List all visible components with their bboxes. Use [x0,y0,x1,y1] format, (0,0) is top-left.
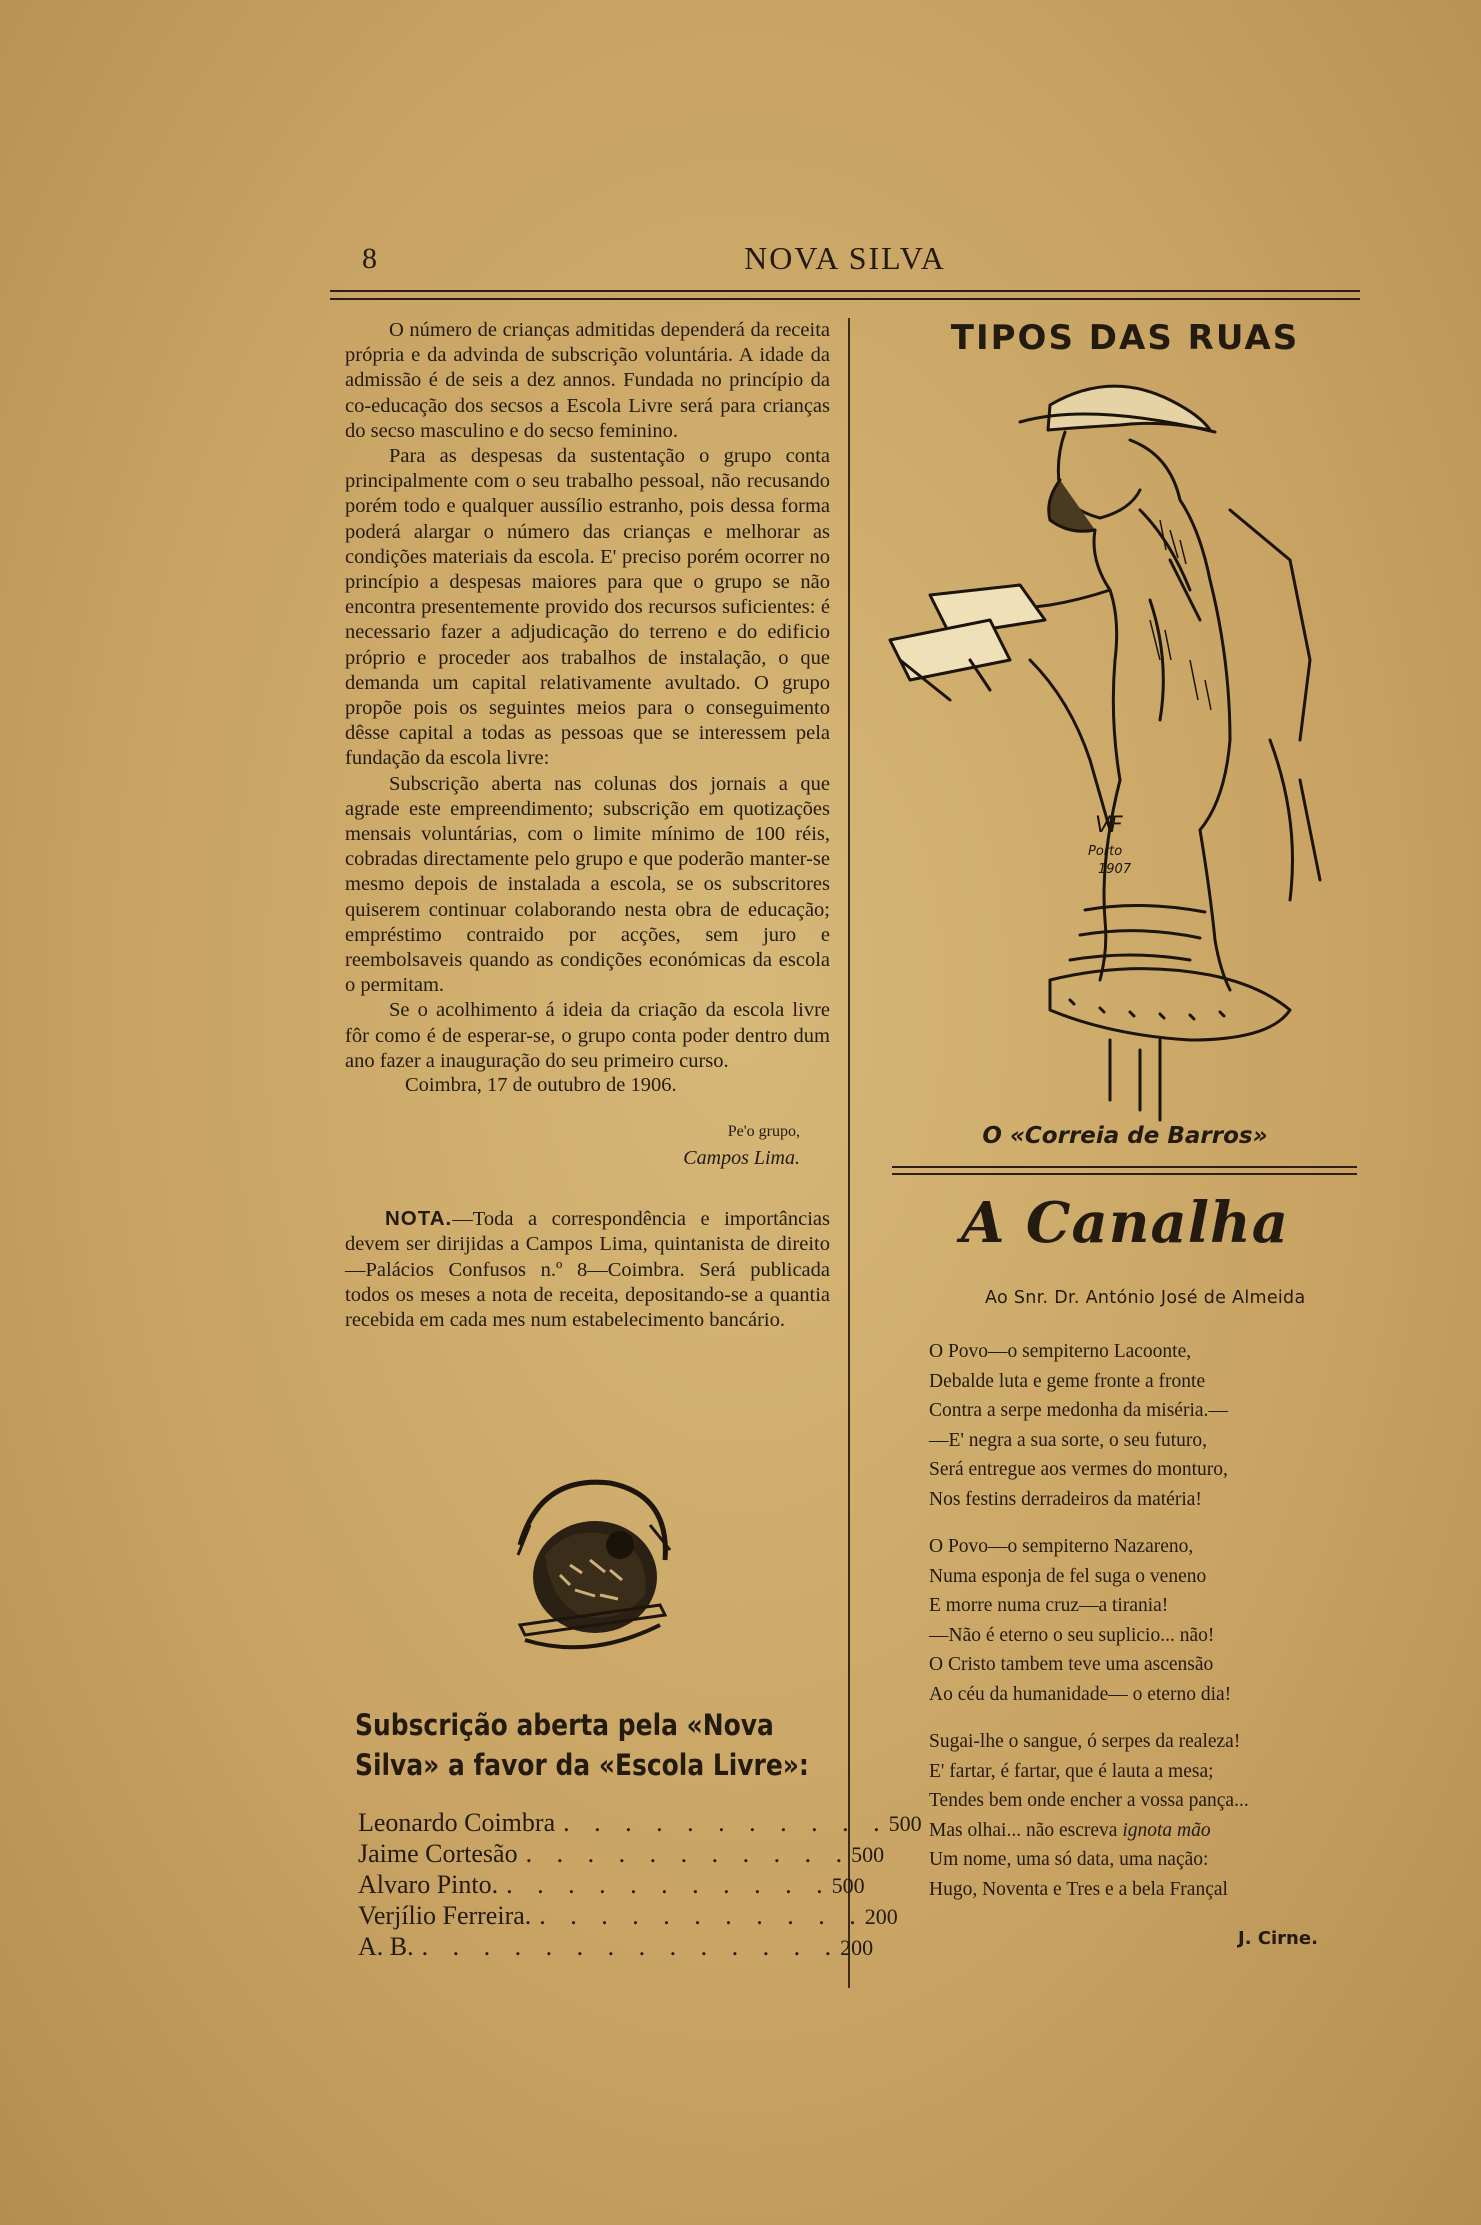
subscriber-name: Verjílio Ferreira. [358,1901,532,1930]
poem-verse: Nos festins derradeiros da matéria! [929,1488,1202,1510]
list-item [358,1932,874,1963]
leader-dots: . . . . . . . . . . . . . . [421,1932,841,1961]
poem-author: J. Cirne. [1238,1928,1318,1949]
subscription-list [358,1808,922,1963]
article-paragraph: O número de crianças admitidas dependerá da receita própria e da advinda de subscrição voluntária. A idade da admissão é de seis a dez annos. Fundada no princípio da co-educação dos secsos a Escola Livre será para crianças do secso masculino e do secso feminino. [345,319,830,442]
poem-verse: Será entregue aos vermes do monturo, [929,1459,1228,1480]
illustration-caption: O «Correia de Barros» [982,1123,1268,1149]
artist-place: Porto [1088,844,1123,859]
leader-dots: . . . . . . . . . . . [539,1901,865,1930]
poem-verse: O Povo—o sempiterno Lacoonte, [929,1341,1192,1362]
poem-verse: Sugai-lhe o sangue, ó serpes da realeza! [929,1731,1241,1752]
header-rule [330,290,1360,300]
signature-group: Pe'o grupo, [727,1123,800,1141]
poem-verse: —E' negra a sua sorte, o seu futuro, [929,1429,1208,1451]
page-number: 8 [362,242,377,275]
leader-dots: . . . . . . . . . . . [525,1839,852,1868]
poem-verse: O Cristo tambem teve uma ascensão [929,1654,1214,1675]
article-paragraph: Para as despesas da sustentação o grupo conta principalmente com o seu trabalho pessoal, não recusando porém todo e qualquer aussílio estranho, pois dessa forma poderá alargar o número das crianças e melhorar as condições materiais da escola. E' preciso porém ocorrer no princípio a despesas maiores para que o grupo se não encontra presentemente provido dos recursos suficientes: é necessario fazer a adjudicação do terreno e do edificio próprio e proceder aos trabalhos de instalação, o que demanda um capital relativamente avultado. O grupo propõe pois os seguintes meios para o conseguimento dêsse capital a todas as pessoas que se interessem pela fundação da escola livre: [345,445,830,770]
poem-title: A Canalha [960,1190,1290,1256]
article-paragraph: Subscrição aberta nas colunas dos jornais a que agrade este empreendimento; subscrição em quotizações mensais voluntárias, com o limite mínimo de 100 réis, cobradas directamente pelo grupo e que poderão manter-se mesmo depois de instalada a escola, se os subscritores quiserem continuar colaborando nesta obra de educação; empréstimo contraido por acções, sem juro e reembolsaveis quando as condições económicas da escola o permitam. [345,772,830,997]
list-item [358,1808,922,1839]
page-header [330,236,1360,276]
list-item [358,1870,865,1901]
poem-italic-fragment: ignota mão [1122,1819,1211,1841]
poem-verse: Numa esponja de fel suga o veneno [929,1565,1207,1587]
poem-dedication: Ao Snr. Dr. António José de Almeida [985,1288,1306,1308]
subscriber-value: 200 [840,1935,874,1960]
subscriber-name: Leonardo Coimbra [358,1808,556,1837]
subscriber-value: 500 [888,1811,922,1836]
subscriber-name: Alvaro Pinto. [358,1870,499,1899]
list-item [358,1839,885,1870]
escola-livre-emblem-icon [500,1465,680,1665]
artist-mark: VF [1095,813,1123,838]
poem-verse: —Não é eterno o seu suplicio... não! [929,1624,1215,1646]
subscriber-name: A. B. [358,1932,414,1961]
poem-body [929,1337,1349,1922]
street-vendor-illustration-icon [870,360,1350,1130]
article-paragraph: Se o acolhimento á ideia da criação da escola livre fôr como é de esperar-se, o grupo conta poder dentro dum ano fazer a inauguração do seu primeiro curso. [345,999,830,1072]
poem-verse: Um nome, uma só data, uma nação: [929,1849,1209,1870]
poem-verse: Debalde luta e geme fronte a fronte [929,1370,1206,1392]
poem-verse: Contra a serpe medonha da miséria.— [929,1400,1228,1421]
leader-dots: . . . . . . . . . . . [506,1870,832,1899]
poem-stanza [929,1337,1349,1514]
article-column [345,318,830,1333]
poem-verse-start: Mas olhai... não escreva [929,1819,1118,1841]
signature-name: Campos Lima. [683,1147,800,1170]
artist-year: 1907 [1098,862,1132,877]
subscription-title: Subscrição aberta pela «Nova Silva» a favor da «Escola Livre»: [355,1708,809,1782]
poem-verse: O Povo—o sempiterno Nazareno, [929,1536,1194,1557]
poem-verse: E' fartar, é fartar, que é lauta a mesa; [929,1760,1214,1782]
section-title: TIPOS DAS RUAS [950,318,1300,358]
poem-verse: Tendes bem onde encher a vossa pança... [929,1790,1249,1811]
subscriber-value: 500 [831,1873,865,1898]
section-rule [892,1166,1357,1175]
subscriber-name: Jaime Cortesão [358,1839,518,1868]
nota-paragraph [345,1206,830,1333]
place-date: Coimbra, 17 de outubro de 1906. [405,1074,677,1097]
poem-verse: Hugo, Noventa e Tres e a bela Françal [929,1878,1228,1900]
nota-text: —Toda a correspondência e importâncias devem ser dirijidas a Campos Lima, quintanista de direito—Palácios Confusos n.º 8—Coimbra. Será publicada todos os meses a nota de receita, depositando-se a quantia recebida em cada mes num estabelecimento bancário. [345,1208,830,1331]
column-divider [848,318,850,1988]
masthead: NOVA SILVA [744,240,946,276]
subscriber-value: 200 [864,1904,898,1929]
leader-dots: . . . . . . . . . . . [563,1808,889,1837]
list-item [358,1901,898,1932]
nota-label: NOTA. [385,1207,453,1231]
poem-stanza [929,1727,1349,1904]
poem-verse [929,1816,1349,1846]
subscriber-value: 500 [851,1842,885,1867]
poem-verse: Ao céu da humanidade— o eterno dia! [929,1683,1232,1705]
poem-stanza [929,1532,1349,1709]
poem-verse: E morre numa cruz—a tirania! [929,1595,1169,1616]
